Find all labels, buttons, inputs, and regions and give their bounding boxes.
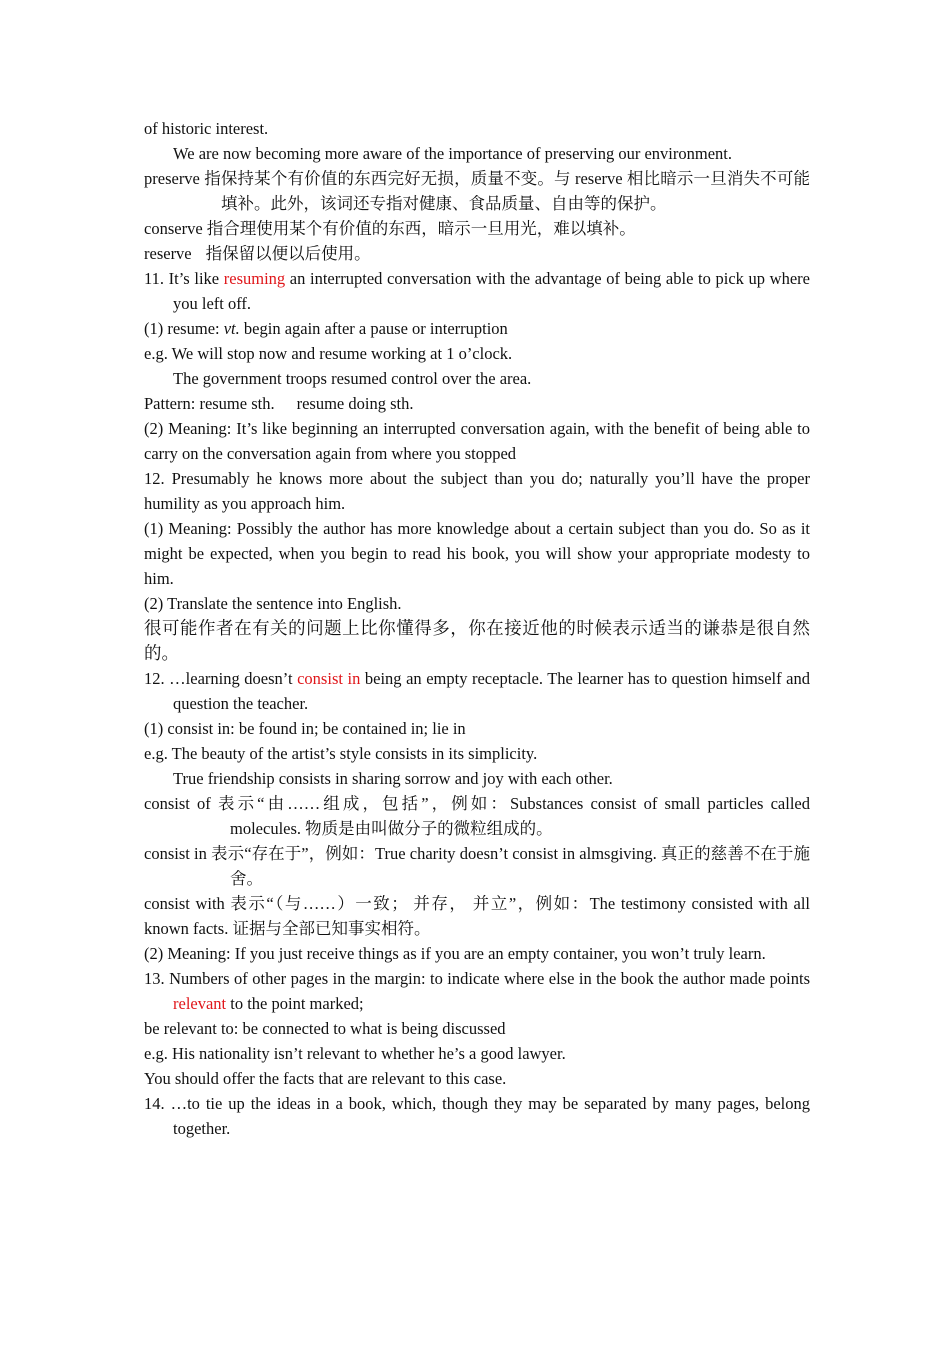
sentence-11 (144, 266, 810, 316)
note-11-1 (144, 316, 810, 341)
example-sentence: We are now becoming more aware of the importance of preserving our environment. (173, 144, 733, 163)
definition-preserve (144, 166, 810, 216)
highlighted-word: resuming (223, 269, 286, 288)
part-of-speech: vt. (223, 319, 240, 338)
example-line: True friendship consists in sharing sorrow and joy with each other. (173, 769, 613, 788)
term: conserve (144, 219, 203, 238)
pattern-line (144, 391, 810, 416)
definition: 指合理使用某个有价值的东西，暗示一旦用光，难以填补。 (206, 219, 636, 238)
document-body (144, 116, 810, 1141)
definition-conserve (144, 216, 810, 241)
example-line: You should offer the facts that are relevant to this case. (144, 1069, 507, 1088)
usage-consist-in: consist in 表示“存在于”，例如：True charity doesn’t consist in almsgiving. 真正的慈善不在于施舍。 (144, 844, 810, 888)
example-line: The government troops resumed control over the area. (173, 369, 532, 388)
meaning-12b: (2) Meaning: If you just receive things as if you are an empty container, you won’t truly learn. (144, 944, 766, 963)
definition-reserve (144, 241, 810, 266)
meaning-12: (1) Meaning: Possibly the author has more knowledge about a certain subject than you do. So as it might be expected, when you begin to read his book, you will show your appropriate modesty to him. (144, 519, 810, 588)
highlighted-word: relevant (173, 994, 227, 1013)
text-span: 13. Numbers of other pages in the margin: to indicate where else in the book the author made points (144, 969, 810, 988)
text-span: 11. It’s like (144, 269, 224, 288)
usage-consist-with: consist with 表示“（与……）一致； 并存， 并立”，例如：The testimony consisted with all known facts. 证据与全部已知事实相符。 (144, 894, 810, 938)
text-span: being an empty receptacle. The learner has to question himself and question the teacher. (173, 669, 810, 713)
example-line: e.g. The beauty of the artist’s style consists in its simplicity. (144, 744, 538, 763)
term: reserve (144, 244, 192, 263)
highlighted-word: consist in (297, 669, 361, 688)
text-span: 12. …learning doesn’t (144, 669, 298, 688)
meaning-11: (2) Meaning: It’s like beginning an interrupted conversation again, with the benefit of being able to carry on the conversation again from where you stopped (144, 419, 810, 463)
pattern: resume doing sth. (296, 394, 414, 413)
text-span: an interrupted conversation with the advantage of being able to pick up where you left off. (173, 269, 810, 313)
text-span: to the point marked; (226, 994, 364, 1013)
sentence-13 (144, 966, 810, 1016)
term: preserve (144, 169, 200, 188)
definition: 指保留以便以后使用。 (205, 244, 371, 263)
example-line: e.g. His nationality isn’t relevant to whether he’s a good lawyer. (144, 1044, 566, 1063)
sentence-12: 12. Presumably he knows more about the subject than you do; naturally you’ll have the proper humility as you approach him. (144, 469, 810, 513)
sentence-12b (144, 666, 810, 716)
pattern: Pattern: resume sth. (144, 394, 275, 413)
chinese-translation: 很可能作者在有关的问题上比你懂得多，你在接近他的时候表示适当的谦恭是很自然的。 (144, 618, 810, 663)
text-span: (1) resume: (144, 319, 224, 338)
translate-instruction: (2) Translate the sentence into English. (144, 594, 402, 613)
note-12b-1: (1) consist in: be found in; be contained in; lie in (144, 719, 466, 738)
definition: 指保持某个有价值的东西完好无损，质量不变。与 reserve 相比暗示一旦消失不可能填补。此外，该词还专指对健康、食品质量、自由等的保护。 (204, 169, 811, 213)
text-span: begin again after a pause or interruption (239, 319, 508, 338)
text-line: of historic interest. (144, 119, 269, 138)
definition-relevant: be relevant to: be connected to what is being discussed (144, 1019, 506, 1038)
sentence-14: 14. …to tie up the ideas in a book, which, though they may be separated by many pages, belong together. (144, 1094, 810, 1138)
usage-consist-of: consist of 表示“由……组成，包括”，例如：Substances consist of small particles called molecules. 物质是由叫做分子的微粒组成的。 (144, 794, 810, 838)
example-line: e.g. We will stop now and resume working at 1 o’clock. (144, 344, 513, 363)
